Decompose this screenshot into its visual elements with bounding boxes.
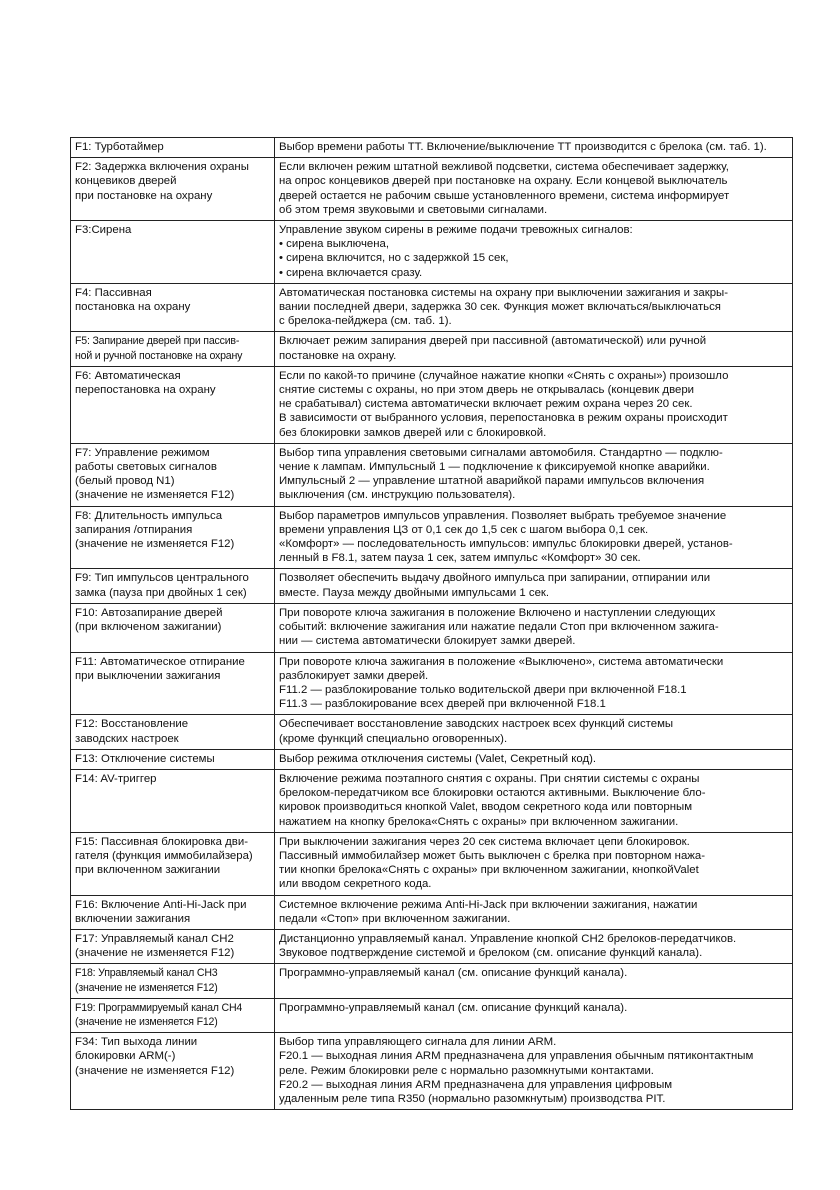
function-description-line: на опрос концевиков дверей при постановке на охрану. Если концевой выключатель (279, 175, 728, 188)
function-description-line: Обеспечивает восстановление заводских настроек всех функций системы (279, 718, 674, 731)
function-description-cell (275, 769, 793, 832)
table-row (71, 332, 793, 366)
function-description-line: (кроме функций специально оговоренных). (279, 732, 508, 745)
function-name-cell (71, 603, 275, 652)
function-description-cell (275, 158, 793, 221)
table-row (71, 603, 793, 652)
function-name-cell (71, 506, 275, 569)
function-description-cell (275, 964, 793, 998)
function-name-line: при постановке на охрану (75, 189, 213, 202)
function-description-line: Автоматическая постановка системы на охрану при выключении зажигания и закры- (279, 286, 729, 299)
function-name-cell (71, 138, 275, 158)
function-name-cell (71, 283, 275, 332)
function-description-line: Выбор времени работы ТТ. Включение/выключение ТТ производится с брелока (см. таб. 1). (279, 141, 767, 153)
table-row (71, 1033, 793, 1110)
function-description-line: тии кнопки брелока«Снять с охраны» при включенном зажигании, кнопкойValet (279, 864, 699, 877)
table-row (71, 221, 793, 284)
function-name-line: (при включеном зажигании) (75, 621, 222, 634)
function-name-line: F17: Управляемый канал CH2 (75, 932, 234, 945)
function-description-cell (275, 895, 793, 929)
function-name-cell (71, 1033, 275, 1110)
function-description-line: ленный в F8.1, затем пауза 1 сек, затем импульс «Комфорт» 30 сек. (279, 552, 641, 565)
function-description-line: Звуковое подтверждение системой и брелоком (см. описание функций канала). (279, 947, 703, 960)
table-row (71, 715, 793, 749)
function-description-line: • сирена выключена, (279, 238, 390, 251)
function-description-line: Программно-управляемый канал (см. описание функций канала). (279, 1001, 628, 1014)
table-row (71, 138, 793, 158)
table-row (71, 652, 793, 715)
function-name-cell (71, 964, 275, 998)
function-description-cell (275, 366, 793, 443)
function-description-line: Позволяет обеспечить выдачу двойного импульса при запирании, отпирании или (279, 572, 711, 585)
function-description-line: Выбор типа управления световыми сигналами автомобиля. Стандартно — подклю- (279, 446, 723, 459)
function-name-line: F15: Пассивная блокировка дви- (75, 835, 249, 848)
table-row (71, 569, 793, 603)
function-name-line: (значение не изменяется F12) (75, 947, 235, 960)
function-name-line: F18: Управляемый канал CH3 (75, 967, 218, 980)
function-name-cell (71, 769, 275, 832)
function-description-cell (275, 832, 793, 895)
function-name-line: F34: Тип выхода линии (75, 1036, 198, 1049)
function-name-line: при включенном зажигании (75, 864, 221, 877)
function-name-line: F7: Управление режимом (75, 446, 210, 459)
function-description-line: выключения (см. инструкцию пользователя). (279, 489, 516, 502)
function-description-cell (275, 443, 793, 506)
function-description-line: «Комфорт» — последовательность импульсов: импульс блокировки дверей, установ- (279, 538, 733, 551)
function-description-cell (275, 929, 793, 963)
function-description-line: • сирена включится, но с задержкой 15 сек, (279, 252, 509, 265)
function-description-line: об этом тремя звуковыми и световыми сигналами. (279, 203, 548, 216)
function-name-line: F16: Включение Anti-Hi-Jack при (75, 898, 247, 911)
function-name-line: F9: Тип импульсов центрального (75, 572, 249, 585)
function-name-line: F12: Восстановление (75, 718, 189, 731)
function-description-line: разблокирует замки дверей. (279, 669, 429, 682)
function-description-line: При повороте ключа зажигания в положение Включено и наступлении следующих (279, 606, 716, 619)
function-description-cell (275, 283, 793, 332)
function-description-line: реле. Режим блокировки реле с нормально разомкнутыми контактами. (279, 1064, 654, 1077)
table-row (71, 506, 793, 569)
function-name-line: F2: Задержка включения охраны (75, 161, 249, 174)
function-description-line: При выключении зажигания через 20 сек система включает цепи блокировок. (279, 835, 690, 848)
function-description-cell (275, 603, 793, 652)
function-name-cell (71, 998, 275, 1032)
table-row (71, 749, 793, 769)
function-description-line: F20.2 — выходная линия ARM предназначена для управления цифровым (279, 1078, 673, 1091)
function-name-cell (71, 652, 275, 715)
function-description-line: событий: включение зажигания или нажатие педали Стоп при включенном зажига- (279, 621, 719, 634)
function-description-line: не срабатывал) система автоматически включает режим охрана через 20 сек. (279, 398, 693, 411)
function-description-line: Выбор режима отключения системы (Valet, Секретный код). (279, 752, 597, 765)
function-description-cell (275, 652, 793, 715)
function-name-cell (71, 158, 275, 221)
function-name-cell (71, 895, 275, 929)
function-description-line: Включение режима поэтапного снятия с охраны. При снятии системы с охраны (279, 772, 700, 785)
function-description-cell (275, 221, 793, 284)
function-description-cell (275, 749, 793, 769)
function-name-line: F6: Автоматическая (75, 369, 181, 382)
function-name-line: F5: Запирание дверей при пассив- (75, 335, 240, 348)
function-name-line: F19: Программируемый канал CH4 (75, 1001, 243, 1014)
function-name-line: F1: Турботаймер (75, 141, 164, 153)
function-description-line: нии — система автоматически блокирует замки дверей. (279, 635, 576, 648)
function-description-cell (275, 1033, 793, 1110)
function-name-cell (71, 569, 275, 603)
function-name-line: работы световых сигналов (75, 461, 217, 474)
function-description-line: времени управления ЦЗ от 0,1 сек до 1,5 сек с шагом выбора 0,1 сек. (279, 523, 649, 536)
function-name-cell (71, 832, 275, 895)
function-description-line: Если по какой-то причине (случайное нажатие кнопки «Снять с охраны») произошло (279, 369, 729, 382)
table-row (71, 895, 793, 929)
function-description-line: кировок производиться кнопкой Valet, вводом секретного кода или повторным (279, 801, 693, 814)
function-name-line: F14: AV-триггер (75, 772, 157, 785)
function-description-line: Программно-управляемый канал (см. описание функций канала). (279, 967, 628, 980)
function-name-line: гателя (функция иммобилайзера) (75, 849, 253, 862)
function-description-line: чение к лампам. Импульсный 1 — подключение к фиксируемой кнопке аварийки. (279, 461, 710, 474)
function-description-cell (275, 569, 793, 603)
function-description-line: При повороте ключа зажигания в положение «Выключено», система автоматически (279, 655, 724, 668)
function-name-line: постановка на охрану (75, 301, 191, 314)
function-name-line: (значение не изменяется F12) (75, 538, 235, 551)
function-name-line: (значение не изменяется F12) (75, 489, 235, 502)
function-description-line: снятие системы с охраны, но при этом дверь не открывалась (концевик двери (279, 384, 695, 397)
function-table (70, 137, 793, 1110)
function-name-cell (71, 366, 275, 443)
function-name-cell (71, 221, 275, 284)
function-name-line: замка (пауза при двойных 1 сек) (75, 586, 247, 599)
function-name-line: включении зажигания (75, 912, 191, 925)
function-name-cell (71, 443, 275, 506)
function-name-line: F13: Отключение системы (75, 752, 215, 765)
table-row (71, 929, 793, 963)
function-name-cell (71, 749, 275, 769)
function-description-cell (275, 998, 793, 1032)
function-description-line: Пассивный иммобилайзер может быть выключен с брелка при повторном нажа- (279, 849, 706, 862)
function-description-line: F11.2 — разблокирование только водительской двери при включенной F18.1 (279, 683, 687, 696)
function-description-line: Дистанционно управляемый канал. Управление кнопкой CH2 брелоков-передатчиков. (279, 932, 737, 945)
function-description-line: Выбор типа управляющего сигнала для линии ARM. (279, 1036, 557, 1049)
function-description-line: педали «Стоп» при включенном зажигании. (279, 912, 511, 925)
function-description-line: F11.3 — разблокирование всех дверей при включенной F18.1 (279, 698, 606, 711)
function-description-line: F20.1 — выходная линия ARM предназначена для управления обычным пятиконтактным (279, 1050, 754, 1063)
function-description-line: удаленным реле типа R350 (нормально разомкнутым) производства PIT. (279, 1092, 666, 1105)
function-name-cell (71, 715, 275, 749)
function-description-line: Включает режим запирания дверей при пассивной (автоматической) или ручной (279, 335, 707, 348)
table-row (71, 769, 793, 832)
function-name-line: запирания /отпирания (75, 523, 193, 536)
function-description-line: • сирена включается сразу. (279, 266, 423, 279)
function-name-line: F8: Длительность импульса (75, 509, 223, 522)
table-row (71, 832, 793, 895)
table-row (71, 366, 793, 443)
table-row (71, 998, 793, 1032)
function-name-line: F3:Сирена (75, 224, 132, 237)
function-description-line: нажатием на кнопку брелока«Снять с охраны» при включенном зажигании. (279, 815, 679, 828)
function-description-line: Выбор параметров импульсов управления. Позволяет выбрать требуемое значение (279, 509, 727, 522)
function-name-line: блокировки ARM(-) (75, 1050, 176, 1063)
function-description-line: без блокировки замков дверей или с блокировкой. (279, 426, 547, 439)
function-name-line: перепостановка на охрану (75, 384, 216, 397)
function-description-line: брелоком-передатчиком все блокировки остаются активными. Выключение бло- (279, 787, 706, 800)
function-description-line: Системное включение режима Anti-Hi-Jack при включении зажигания, нажатии (279, 898, 698, 911)
function-name-line: концевиков дверей (75, 175, 177, 188)
function-description-line: В зависимости от выбранного условия, перепостановка в режим охраны происходит (279, 412, 728, 425)
table-row (71, 158, 793, 221)
function-description-cell (275, 715, 793, 749)
function-name-cell (71, 929, 275, 963)
function-description-line: Если включен режим штатной вежливой подсветки, система обеспечивает задержку, (279, 161, 729, 174)
table-row (71, 283, 793, 332)
function-name-line: (значение не изменяется F12) (75, 981, 218, 994)
function-description-line: Импульсный 2 — управление штатной аварийкой парами импульсов включения (279, 475, 705, 488)
function-description-cell (275, 332, 793, 366)
function-name-line: (значение не изменяется F12) (75, 1064, 235, 1077)
function-description-line: вании последней двери, задержка 30 сек. Функция может включаться/выключаться (279, 301, 721, 314)
function-name-cell (71, 332, 275, 366)
table-row (71, 443, 793, 506)
function-name-line: при выключении зажигания (75, 669, 221, 682)
function-description-line: с брелока-пейджера (см. таб. 1). (279, 315, 452, 328)
function-name-line: (значение не изменяется F12) (75, 1015, 218, 1028)
function-name-line: F11: Автоматическое отпирание (75, 655, 245, 668)
table-row (71, 964, 793, 998)
function-description-cell (275, 506, 793, 569)
function-description-cell (275, 138, 793, 158)
function-name-line: F4: Пассивная (75, 286, 152, 299)
function-name-line: ной и ручной постановке на охрану (75, 349, 243, 362)
function-description-line: Управление звуком сирены в режиме подачи тревожных сигналов: (279, 224, 633, 237)
function-description-line: постановке на охрану. (279, 349, 397, 362)
function-name-line: (белый провод N1) (75, 475, 175, 488)
function-description-line: вместе. Пауза между двойными импульсами 1 сек. (279, 586, 550, 599)
function-table-body (71, 138, 793, 1110)
function-name-line: F10: Автозапирание дверей (75, 606, 223, 619)
function-description-line: дверей остается не рабочим свыше установленного времени, система информирует (279, 189, 730, 202)
function-description-line: или вводом секретного кода. (279, 878, 432, 891)
function-name-line: заводских настроек (75, 732, 179, 745)
